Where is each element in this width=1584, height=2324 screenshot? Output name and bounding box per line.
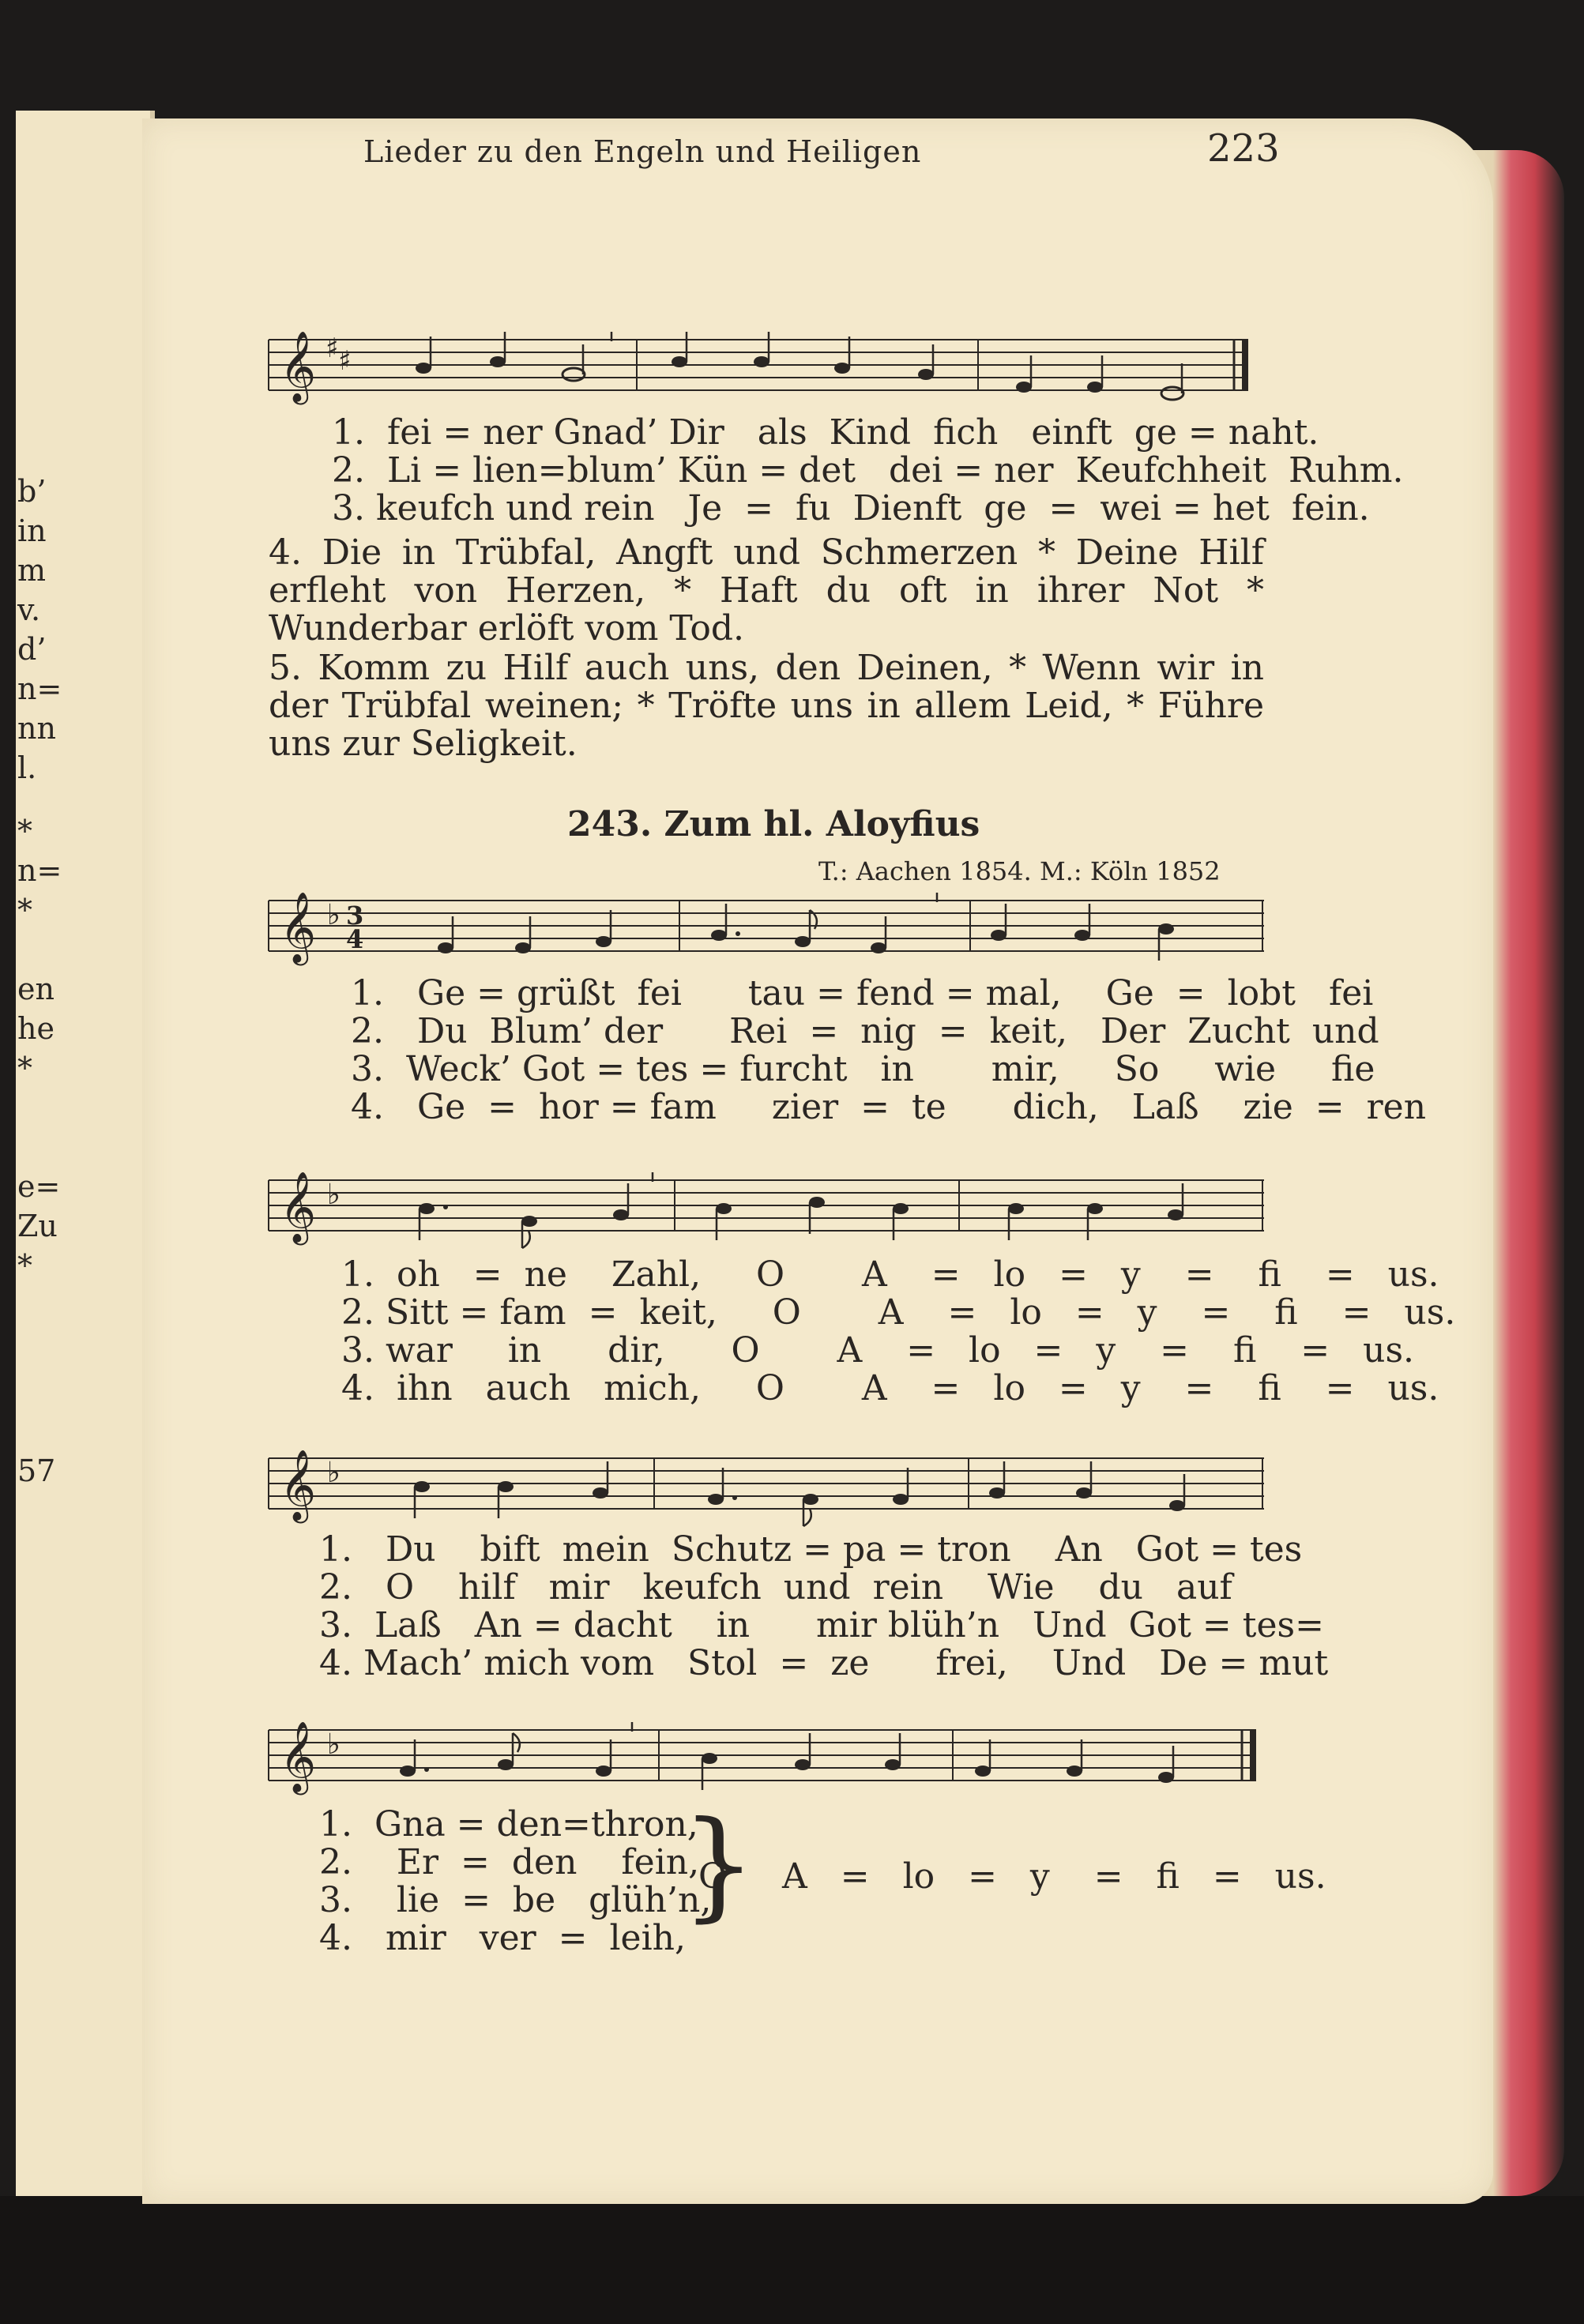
lyric-line: 3. war in dir, O A = lo = y = fi = us.: [341, 1330, 1415, 1371]
left-page-text-fragment: 57: [17, 1453, 56, 1488]
music-staff-4: [269, 1450, 1264, 1521]
page-number: 223: [1207, 126, 1280, 171]
left-page-fragment: [16, 111, 155, 2196]
svg-text:♭: ♭: [327, 1457, 341, 1489]
music-staff-5: [269, 1721, 1264, 1792]
verse-brace: }: [681, 1796, 757, 1934]
left-page-text-fragment: m: [17, 553, 47, 588]
left-page-text-fragment: d’: [17, 632, 47, 667]
left-page-text-fragment: b’: [17, 474, 47, 509]
left-page-text-fragment: *: [17, 1248, 32, 1283]
left-page-text-fragment: e=: [17, 1169, 61, 1204]
svg-text:♭: ♭: [327, 1728, 341, 1761]
lyric-line: 1. oh = ne Zahl, O A = lo = y = fi = us.: [341, 1254, 1439, 1295]
left-page-text-fragment: *: [17, 1051, 32, 1085]
svg-text:4: 4: [346, 924, 364, 954]
lyric-line: 2. O hilf mir keufch und rein Wie du auf: [319, 1567, 1232, 1608]
lyric-line: 3. keufch und rein Je = fu Dienft ge = wei = het fein.: [332, 488, 1370, 528]
music-staff-3: [269, 1171, 1264, 1243]
left-page-text-fragment: *: [17, 893, 32, 927]
lyric-line: 2. Du Blum’ der Rei = nig = keit, Der Zucht und: [351, 1011, 1379, 1051]
lyric-line: 3. lie = be glüh’n,: [319, 1880, 712, 1920]
left-page-text-fragment: he: [17, 1011, 55, 1046]
verse-5: 5. Komm zu Hilf auch uns, den Deinen, * Wenn wir in der Trübfal weinen; * Tröfte uns in allem Leid, * Führe uns zur Seligkeit.: [269, 648, 1264, 764]
lyric-line: 2. Li = lien=blum’ Kün = det dei = ner Keufchheit Ruhm.: [332, 450, 1404, 491]
left-page-text-fragment: Zu: [17, 1209, 58, 1243]
book-cover: [0, 2196, 1584, 2324]
running-head: Lieder zu den Engeln und Heiligen: [363, 134, 922, 169]
lyric-line: 4. mir ver = leih,: [319, 1918, 686, 1958]
lyric-line: 4. ihn auch mich, O A = lo = y = fi = us.: [341, 1368, 1439, 1408]
lyric-line: 3. Weck’ Got = tes = furcht in mir, So wie fie: [351, 1049, 1375, 1089]
svg-text:𝄞: 𝄞: [280, 892, 317, 963]
hymn-credits: T.: Aachen 1854. M.: Köln 1852: [818, 856, 1221, 886]
lyric-line: 1. Du bift mein Schutz = pa = tron An Got = tes: [319, 1529, 1303, 1570]
svg-text:𝄞: 𝄞: [280, 1721, 317, 1792]
left-page-text-fragment: en: [17, 972, 55, 1006]
svg-text:♭: ♭: [327, 899, 341, 931]
lyric-line: 4. Ge = hor = fam zier = te dich, Laß zie = ren: [351, 1087, 1427, 1127]
lyric-line: 1. Ge = grüßt fei tau = fend = mal, Ge = lobt fei: [351, 973, 1374, 1013]
svg-text:𝄞: 𝄞: [280, 1450, 317, 1521]
lyric-line: 4. Mach’ mich vom Stol = ze frei, Und De = mut: [319, 1643, 1329, 1683]
lyric-line: 1. Gna = den=thron,: [319, 1804, 698, 1845]
svg-text:3: 3: [346, 901, 364, 931]
left-page-text-fragment: nn: [17, 711, 56, 746]
svg-text:♭: ♭: [327, 1179, 341, 1211]
music-staff-1: [269, 331, 1264, 402]
left-page-text-fragment: *: [17, 814, 32, 848]
lyric-line: 2. Sitt = fam = keit, O A = lo = y = fi = us.: [341, 1292, 1456, 1333]
left-page-text-fragment: n=: [17, 853, 62, 888]
lyric-line: 2. Er = den fein,: [319, 1842, 700, 1882]
refrain-text: O A = lo = y = fi = us.: [698, 1856, 1326, 1897]
svg-text:♯: ♯: [325, 333, 339, 364]
left-page-text-fragment: l.: [17, 750, 37, 785]
left-page-text-fragment: n=: [17, 671, 62, 706]
music-staff-2: [269, 892, 1264, 963]
svg-text:𝄞: 𝄞: [280, 331, 317, 402]
lyric-line: 3. Laß An = dacht in mir blüh’n Und Got = tes=: [319, 1605, 1324, 1645]
svg-text:𝄞: 𝄞: [280, 1171, 317, 1243]
lyric-line: 1. fei = ner Gnad’ Dir als Kind fich einft ge = naht.: [332, 412, 1319, 453]
verse-4: 4. Die in Trübfal, Angft und Schmerzen * Deine Hilf erfleht von Herzen, * Haft du oft in ihrer Not * Wunderbar erlöft vom Tod.: [269, 532, 1264, 649]
svg-text:♯: ♯: [338, 345, 352, 377]
hymn-title: 243. Zum hl. Aloyfius: [567, 804, 980, 844]
left-page-text-fragment: v.: [17, 592, 41, 627]
left-page-text-fragment: in: [17, 513, 47, 548]
